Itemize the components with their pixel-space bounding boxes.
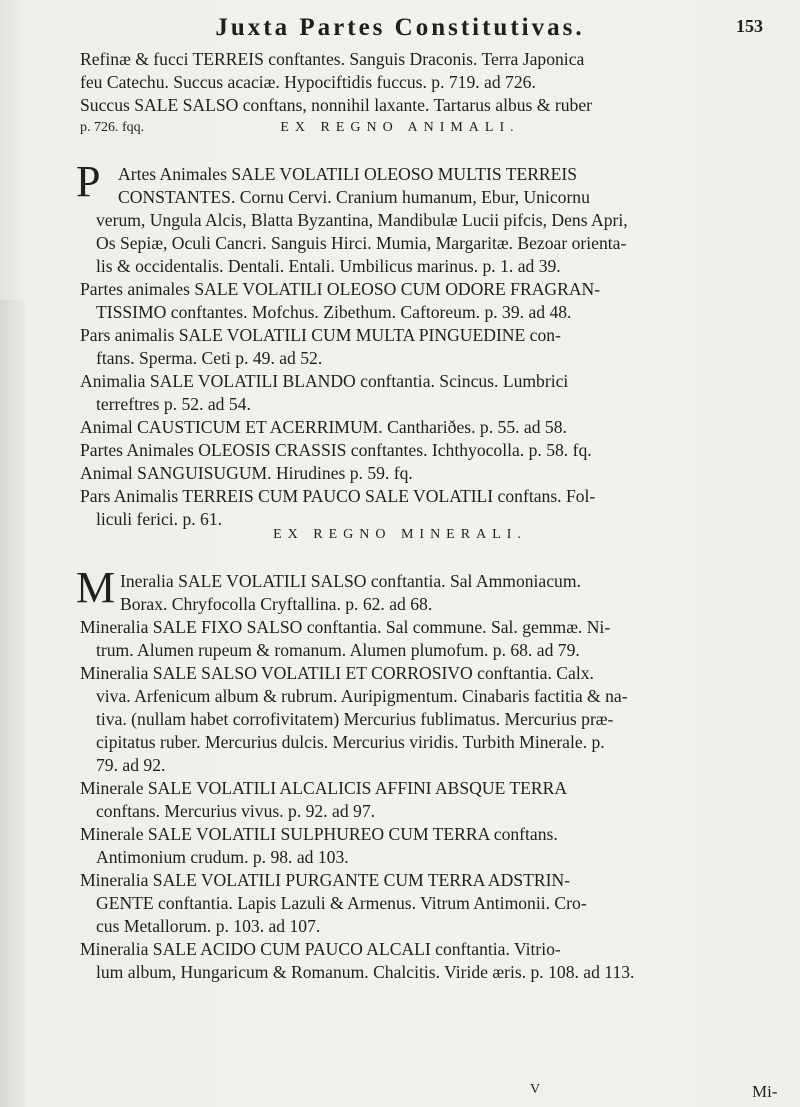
text-line: cus Metallorum. p. 103. ad 107. [96,916,321,936]
text-line: Animalia SALE VOLATILI BLANDO conftantia. Scincus. Lumbrici [80,371,569,391]
text-line: verum, Ungula Alcis, Blatta Byzantina, Mandibulæ Lucii pifcis, Dens Apri, [96,210,628,230]
text-line: Pars Animalis TERREIS CUM PAUCO SALE VOLATILI conftans. Fol- [80,486,596,506]
text-line: Refinæ & fucci TERREIS conftantes. Sanguis Draconis. Terra Japonica [80,49,585,69]
page-number: 153 [736,16,763,36]
text-line: Mineralia SALE FIXO SALSO conftantia. Sal commune. Sal. gemmæ. Ni- [80,617,611,637]
dropcap-p: P [76,157,101,206]
text-line: Succus SALE SALSO conftans, nonnihil laxante. Tartarus albus & ruber [80,95,592,115]
text-line: TISSIMO conftantes. Mofchus. Zibethum. Caftoreum. p. 39. ad 48. [96,302,572,322]
dropcap-m: M [76,563,116,612]
text-line: lis & occidentalis. Dentali. Entali. Umbilicus marinus. p. 1. ad 39. [96,256,561,276]
text-line: ftans. Sperma. Ceti p. 49. ad 52. [96,348,323,368]
text-line: conftans. Mercurius vivus. p. 92. ad 97. [96,801,376,821]
text-line: Artes Animales SALE VOLATILI OLEOSO MULTIS TERREIS [118,164,578,184]
text-line: Mineralia SALE VOLATILI PURGANTE CUM TERRA ADSTRIN- [80,870,571,890]
text-line: tiva. (nullam habet corrofivitatem) Mercurius fublimatus. Mercurius præ- [96,709,614,729]
text-line: Minerale SALE VOLATILI SULPHUREO CUM TERRA conftans. [80,824,558,844]
text-line: Partes animales SALE VOLATILI OLEOSO CUM ODORE FRAGRAN- [80,279,601,299]
text-line: liculi ferici. p. 61. [96,509,223,529]
text-line: Partes Animales OLEOSIS CRASSIS conftantes. Ichthyocolla. p. 58. fq. [80,440,592,460]
text-line: Pars animalis SALE VOLATILI CUM MULTA PINGUEDINE con- [80,325,561,345]
text-line: GENTE conftantia. Lapis Lazuli & Armenus. Vitrum Antimonii. Cro- [96,893,587,913]
text-line: Animal SANGUISUGUM. Hirudines p. 59. fq. [80,463,413,483]
text-line: p. 726. fqq. [80,120,145,135]
page-gutter-shadow [0,300,26,1107]
text-line: terreftres p. 52. ad 54. [96,394,251,414]
text-line: cipitatus ruber. Mercurius dulcis. Mercurius viridis. Turbith Minerale. p. [96,732,605,752]
text-line: Ineralia SALE VOLATILI SALSO conftantia. Sal Ammoniacum. [120,571,581,591]
text-line: Mineralia SALE SALSO VOLATILI ET CORROSIVO conftantia. Calx. [80,663,594,683]
text-line: Os Sepiæ, Oculi Cancri. Sanguis Hirci. Mumia, Margaritæ. Bezoar orienta- [96,233,627,253]
text-line: trum. Alumen rupeum & romanum. Alumen plumofum. p. 68. ad 79. [96,640,580,660]
text-line: 79. ad 92. [96,755,166,775]
signature-mark: V [530,1082,541,1097]
text-line: viva. Arfenicum album & rubrum. Auripigmentum. Cinabaris factitia & na- [96,686,628,706]
section-heading-mineral: EX REGNO MINERALI. [273,527,527,542]
text-line: Mineralia SALE ACIDO CUM PAUCO ALCALI conftantia. Vitrio- [80,939,561,959]
text-line: Borax. Chryfocolla Cryftallina. p. 62. ad 68. [120,594,433,614]
text-line: CONSTANTES. Cornu Cervi. Cranium humanum, Ebur, Unicornu [118,187,590,207]
text-line: Antimonium crudum. p. 98. ad 103. [96,847,349,867]
text-line: lum album, Hungaricum & Romanum. Chalcitis. Viride æris. p. 108. ad 113. [96,962,635,982]
running-head: Juxta Partes Constitutivas. [215,14,585,41]
text-line: Minerale SALE VOLATILI ALCALICIS AFFINI ABSQUE TERRA [80,778,568,798]
catchword: Mi- [752,1082,778,1101]
text-line: Animal CAUSTICUM ET ACERRIMUM. Canthariðes. p. 55. ad 58. [80,417,567,437]
text-line: feu Catechu. Succus acaciæ. Hypociftidis fuccus. p. 719. ad 726. [80,72,536,92]
section-heading-animal: EX REGNO ANIMALI. [280,120,520,135]
